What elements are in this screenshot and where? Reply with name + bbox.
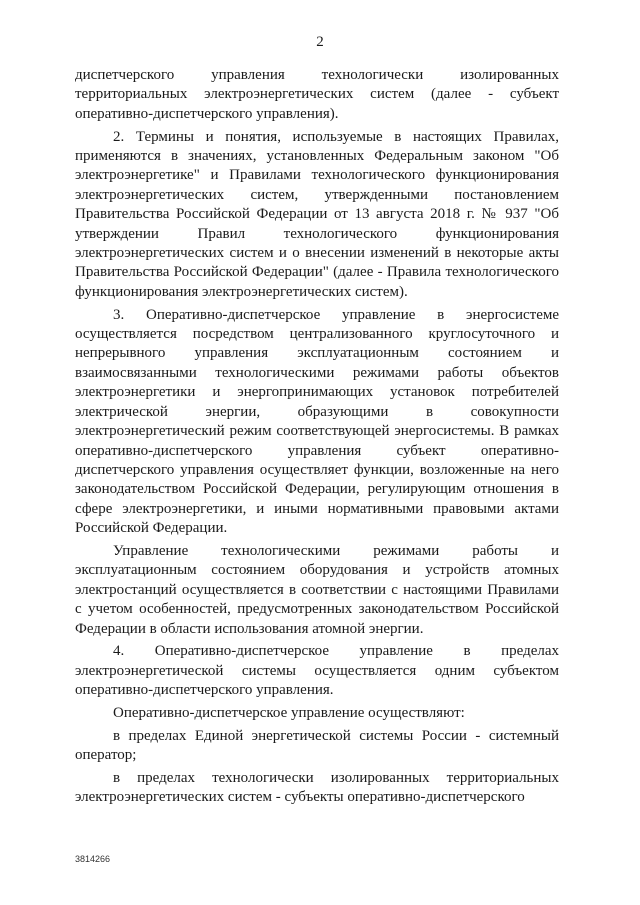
document-body [75,66,559,811]
paragraph-item-2: 2. Термины и понятия, используемые в настоящих Правилах, применяются в значениях, установленных Федеральным законом "Об электроэнергетике" и Правилами технологического функционирования электроэнергетических систем, утвержденными постановлением Правительства Российской Федерации от 13 августа 2018 г. № 937 "Об утверждении Правил технологического функционирования электроэнергетических систем и о внесении изменений в некоторые акты Правительства Российской Федерации" (далее - Правила технологического функционирования электроэнергетических систем). [75,128,559,300]
paragraph-item-4: 4. Оперативно-диспетчерское управление в пределах электроэнергетической системы осуществляется одним субъектом оперативно-диспетчерского управления. [75,643,559,699]
paragraph-continuation: диспетчерского управления технологически изолированных территориальных электроэнергетических систем (далее - субъект оперативно-диспетчерского управления). [75,67,559,122]
paragraph-operators-intro: Оперативно-диспетчерское управление осуществляют: [113,704,465,721]
paragraph-system-operator: в пределах Единой энергетической системы России - системный оператор; [75,727,559,764]
document-code: 3814266 [75,854,111,864]
paragraph-nuclear-plants: Управление технологическими режимами работы и эксплуатационным состоянием оборудования и устройств атомных электростанций осуществляется в соответствии с настоящими Правилами с учетом особенностей, предусмотренных законодательством Российской Федерации в области использования атомной энергии. [75,542,559,637]
page-number: 2 [316,34,324,50]
paragraph-item-3: 3. Оперативно-диспетчерское управление в энергосистеме осуществляется посредством централизованного круглосуточного и непрерывного управления эксплуатационным состоянием и взаимосвязанными технологическими режимами работы объектов электроэнергетики и энергопринимающих установок потребителей электрической энергии, образующими в совокупности электроэнергетический режим соответствующей энергосистемы. В рамках оперативно-диспетчерского управления субъект оперативно-диспетчерского управления осуществляет функции, возложенные на него законодательством Российской Федерации, регулирующим отношения в сфере электроэнергетики, и иными нормативными правовыми актами Российской Федерации. [75,306,559,537]
paragraph-isolated-systems: в пределах технологически изолированных территориальных электроэнергетических систем - субъекты оперативно-диспетчерского [75,769,559,806]
